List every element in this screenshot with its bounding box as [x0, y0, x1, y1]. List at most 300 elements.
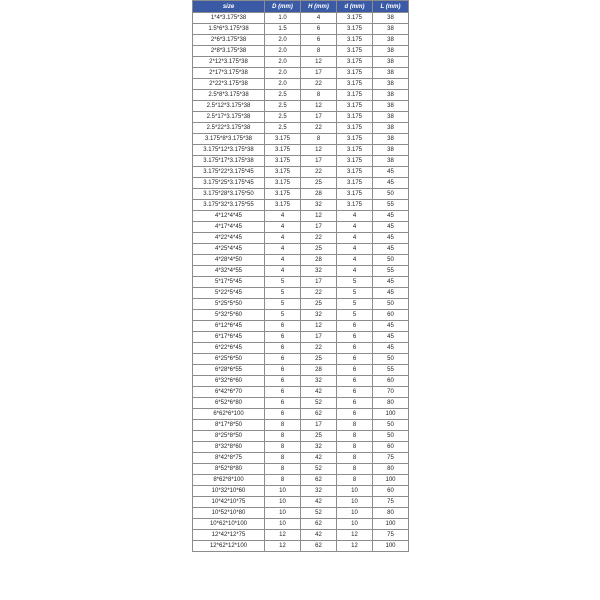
cell-length: 50 — [373, 354, 409, 365]
table-row — [193, 211, 409, 222]
cell-size: 4*28*4*50 — [193, 255, 265, 266]
table-row — [193, 508, 409, 519]
cell-length: 38 — [373, 134, 409, 145]
cell-length: 60 — [373, 486, 409, 497]
table-row — [193, 189, 409, 200]
cell-height: 6 — [301, 24, 337, 35]
table-row — [193, 519, 409, 530]
table-row — [193, 310, 409, 321]
cell-diameter: 2.5 — [265, 123, 301, 134]
table-row — [193, 387, 409, 398]
cell-length: 38 — [373, 123, 409, 134]
table-row — [193, 530, 409, 541]
table-row — [193, 376, 409, 387]
cell-diameter: 6 — [265, 398, 301, 409]
cell-size: 2*22*3.175*38 — [193, 79, 265, 90]
cell-size: 3.175*17*3.175*38 — [193, 156, 265, 167]
cell-height: 25 — [301, 431, 337, 442]
cell-size: 6*42*6*70 — [193, 387, 265, 398]
cell-height: 42 — [301, 497, 337, 508]
cell-size: 12*62*12*100 — [193, 541, 265, 552]
cell-height: 12 — [301, 211, 337, 222]
cell-size: 2.5*8*3.175*38 — [193, 90, 265, 101]
header-diameter: D (mm) — [265, 1, 301, 13]
table-row — [193, 354, 409, 365]
cell-shank: 3.175 — [337, 156, 373, 167]
cell-height: 17 — [301, 332, 337, 343]
cell-shank: 6 — [337, 365, 373, 376]
table-row — [193, 464, 409, 475]
cell-height: 62 — [301, 541, 337, 552]
cell-height: 22 — [301, 233, 337, 244]
cell-diameter: 6 — [265, 409, 301, 420]
cell-diameter: 12 — [265, 541, 301, 552]
cell-shank: 8 — [337, 420, 373, 431]
cell-shank: 3.175 — [337, 13, 373, 24]
cell-height: 25 — [301, 354, 337, 365]
cell-size: 1.5*6*3.175*38 — [193, 24, 265, 35]
cell-diameter: 5 — [265, 277, 301, 288]
cell-height: 32 — [301, 486, 337, 497]
cell-diameter: 2.5 — [265, 112, 301, 123]
cell-length: 75 — [373, 497, 409, 508]
cell-diameter: 10 — [265, 508, 301, 519]
table-row — [193, 321, 409, 332]
cell-size: 6*52*6*80 — [193, 398, 265, 409]
cell-shank: 5 — [337, 310, 373, 321]
cell-diameter: 4 — [265, 222, 301, 233]
cell-diameter: 3.175 — [265, 178, 301, 189]
cell-size: 4*12*4*45 — [193, 211, 265, 222]
cell-diameter: 1.5 — [265, 24, 301, 35]
cell-shank: 10 — [337, 497, 373, 508]
cell-size: 8*25*8*50 — [193, 431, 265, 442]
cell-length: 38 — [373, 57, 409, 68]
cell-height: 42 — [301, 387, 337, 398]
cell-height: 32 — [301, 200, 337, 211]
cell-height: 32 — [301, 442, 337, 453]
cell-length: 38 — [373, 46, 409, 57]
cell-diameter: 2.5 — [265, 90, 301, 101]
cell-diameter: 3.175 — [265, 134, 301, 145]
cell-size: 4*17*4*45 — [193, 222, 265, 233]
cell-shank: 4 — [337, 266, 373, 277]
cell-height: 28 — [301, 365, 337, 376]
cell-length: 50 — [373, 431, 409, 442]
cell-size: 2*6*3.175*38 — [193, 35, 265, 46]
cell-shank: 12 — [337, 541, 373, 552]
cell-size: 8*42*8*75 — [193, 453, 265, 464]
cell-length: 80 — [373, 508, 409, 519]
table-row — [193, 398, 409, 409]
cell-height: 22 — [301, 343, 337, 354]
cell-shank: 3.175 — [337, 101, 373, 112]
cell-size: 8*17*8*50 — [193, 420, 265, 431]
cell-length: 38 — [373, 68, 409, 79]
cell-length: 45 — [373, 244, 409, 255]
table-row — [193, 178, 409, 189]
cell-height: 17 — [301, 68, 337, 79]
cell-shank: 3.175 — [337, 134, 373, 145]
cell-size: 3.175*28*3.175*50 — [193, 189, 265, 200]
cell-length: 45 — [373, 277, 409, 288]
cell-height: 17 — [301, 156, 337, 167]
cell-size: 5*25*5*50 — [193, 299, 265, 310]
cell-shank: 8 — [337, 453, 373, 464]
header-row — [193, 1, 409, 13]
cell-size: 6*17*6*45 — [193, 332, 265, 343]
table-row — [193, 112, 409, 123]
table-row — [193, 244, 409, 255]
cell-diameter: 4 — [265, 266, 301, 277]
table-row — [193, 134, 409, 145]
cell-length: 38 — [373, 145, 409, 156]
cell-height: 28 — [301, 189, 337, 200]
cell-shank: 5 — [337, 288, 373, 299]
table-row — [193, 57, 409, 68]
cell-height: 62 — [301, 409, 337, 420]
cell-length: 45 — [373, 321, 409, 332]
cell-size: 2*8*3.175*38 — [193, 46, 265, 57]
cell-height: 22 — [301, 167, 337, 178]
table-row — [193, 365, 409, 376]
cell-height: 17 — [301, 222, 337, 233]
cell-diameter: 3.175 — [265, 189, 301, 200]
cell-length: 80 — [373, 398, 409, 409]
cell-diameter: 5 — [265, 288, 301, 299]
cell-height: 8 — [301, 46, 337, 57]
header-height: H (mm) — [301, 1, 337, 13]
cell-height: 6 — [301, 35, 337, 46]
table-row — [193, 266, 409, 277]
table-row — [193, 277, 409, 288]
table-row — [193, 156, 409, 167]
cell-size: 3.175*32*3.175*55 — [193, 200, 265, 211]
cell-height: 62 — [301, 475, 337, 486]
cell-shank: 3.175 — [337, 79, 373, 90]
table-row — [193, 343, 409, 354]
cell-length: 100 — [373, 475, 409, 486]
cell-diameter: 6 — [265, 376, 301, 387]
table-row — [193, 145, 409, 156]
cell-diameter: 8 — [265, 464, 301, 475]
cell-diameter: 4 — [265, 211, 301, 222]
cell-shank: 4 — [337, 222, 373, 233]
cell-size: 8*62*8*100 — [193, 475, 265, 486]
cell-height: 12 — [301, 57, 337, 68]
cell-size: 2*17*3.175*38 — [193, 68, 265, 79]
cell-length: 80 — [373, 464, 409, 475]
cell-shank: 3.175 — [337, 68, 373, 79]
cell-shank: 3.175 — [337, 200, 373, 211]
cell-height: 32 — [301, 310, 337, 321]
cell-shank: 6 — [337, 409, 373, 420]
cell-length: 38 — [373, 35, 409, 46]
table-row — [193, 255, 409, 266]
cell-size: 2.5*17*3.175*38 — [193, 112, 265, 123]
cell-height: 52 — [301, 508, 337, 519]
cell-length: 45 — [373, 178, 409, 189]
cell-shank: 6 — [337, 387, 373, 398]
cell-height: 32 — [301, 266, 337, 277]
table-row — [193, 13, 409, 24]
cell-length: 45 — [373, 343, 409, 354]
cell-size: 2.5*12*3.175*38 — [193, 101, 265, 112]
cell-size: 4*32*4*55 — [193, 266, 265, 277]
cell-diameter: 4 — [265, 244, 301, 255]
cell-diameter: 8 — [265, 431, 301, 442]
cell-size: 10*52*10*80 — [193, 508, 265, 519]
cell-size: 8*52*8*80 — [193, 464, 265, 475]
cell-diameter: 10 — [265, 497, 301, 508]
cell-diameter: 3.175 — [265, 156, 301, 167]
cell-length: 60 — [373, 310, 409, 321]
cell-shank: 4 — [337, 233, 373, 244]
cell-length: 60 — [373, 442, 409, 453]
cell-height: 4 — [301, 13, 337, 24]
cell-shank: 3.175 — [337, 112, 373, 123]
table-row — [193, 332, 409, 343]
cell-shank: 8 — [337, 475, 373, 486]
cell-length: 100 — [373, 541, 409, 552]
cell-height: 17 — [301, 112, 337, 123]
cell-diameter: 8 — [265, 453, 301, 464]
cell-height: 28 — [301, 255, 337, 266]
cell-diameter: 10 — [265, 486, 301, 497]
cell-length: 50 — [373, 255, 409, 266]
cell-height: 42 — [301, 530, 337, 541]
cell-shank: 3.175 — [337, 178, 373, 189]
cell-diameter: 12 — [265, 530, 301, 541]
cell-size: 5*17*5*45 — [193, 277, 265, 288]
cell-diameter: 2.0 — [265, 35, 301, 46]
cell-shank: 3.175 — [337, 90, 373, 101]
cell-shank: 4 — [337, 211, 373, 222]
cell-length: 50 — [373, 189, 409, 200]
table-row — [193, 167, 409, 178]
header-shank: d (mm) — [337, 1, 373, 13]
cell-shank: 3.175 — [337, 167, 373, 178]
cell-shank: 10 — [337, 519, 373, 530]
table-row — [193, 68, 409, 79]
table-row — [193, 299, 409, 310]
cell-length: 50 — [373, 420, 409, 431]
cell-shank: 3.175 — [337, 189, 373, 200]
cell-length: 60 — [373, 376, 409, 387]
cell-length: 38 — [373, 13, 409, 24]
cell-length: 100 — [373, 519, 409, 530]
cell-size: 1*4*3.175*38 — [193, 13, 265, 24]
cell-length: 45 — [373, 167, 409, 178]
cell-diameter: 6 — [265, 332, 301, 343]
cell-size: 2.5*22*3.175*38 — [193, 123, 265, 134]
cell-shank: 10 — [337, 486, 373, 497]
cell-shank: 6 — [337, 332, 373, 343]
cell-size: 5*32*5*60 — [193, 310, 265, 321]
cell-size: 4*22*4*45 — [193, 233, 265, 244]
cell-height: 62 — [301, 519, 337, 530]
cell-size: 6*28*6*55 — [193, 365, 265, 376]
table-row — [193, 90, 409, 101]
cell-size: 3.175*22*3.175*45 — [193, 167, 265, 178]
cell-size: 6*22*6*45 — [193, 343, 265, 354]
table-row — [193, 79, 409, 90]
cell-height: 25 — [301, 244, 337, 255]
cell-shank: 8 — [337, 431, 373, 442]
table-row — [193, 233, 409, 244]
table-row — [193, 123, 409, 134]
cell-height: 8 — [301, 90, 337, 101]
cell-shank: 5 — [337, 299, 373, 310]
table-row — [193, 442, 409, 453]
cell-length: 38 — [373, 90, 409, 101]
table-row — [193, 486, 409, 497]
table-row — [193, 409, 409, 420]
table-row — [193, 35, 409, 46]
cell-length: 38 — [373, 112, 409, 123]
cell-diameter: 5 — [265, 310, 301, 321]
cell-length: 45 — [373, 288, 409, 299]
cell-size: 6*25*6*50 — [193, 354, 265, 365]
cell-diameter: 8 — [265, 420, 301, 431]
cell-shank: 3.175 — [337, 57, 373, 68]
cell-length: 45 — [373, 222, 409, 233]
cell-size: 4*25*4*45 — [193, 244, 265, 255]
cell-shank: 3.175 — [337, 123, 373, 134]
cell-diameter: 6 — [265, 343, 301, 354]
cell-length: 45 — [373, 332, 409, 343]
table-body — [193, 13, 409, 552]
cell-shank: 10 — [337, 508, 373, 519]
cell-length: 38 — [373, 24, 409, 35]
cell-shank: 6 — [337, 354, 373, 365]
cell-shank: 6 — [337, 376, 373, 387]
cell-size: 5*22*5*45 — [193, 288, 265, 299]
cell-diameter: 3.175 — [265, 167, 301, 178]
cell-size: 3.175*25*3.175*45 — [193, 178, 265, 189]
cell-length: 55 — [373, 365, 409, 376]
cell-shank: 4 — [337, 255, 373, 266]
cell-diameter: 8 — [265, 475, 301, 486]
table-row — [193, 222, 409, 233]
cell-shank: 12 — [337, 530, 373, 541]
table-row — [193, 541, 409, 552]
cell-shank: 8 — [337, 464, 373, 475]
cell-size: 6*32*6*60 — [193, 376, 265, 387]
cell-height: 8 — [301, 134, 337, 145]
cell-height: 32 — [301, 376, 337, 387]
cell-length: 75 — [373, 453, 409, 464]
cell-diameter: 2.0 — [265, 79, 301, 90]
cell-shank: 3.175 — [337, 24, 373, 35]
cell-length: 100 — [373, 409, 409, 420]
cell-diameter: 2.0 — [265, 68, 301, 79]
cell-shank: 8 — [337, 442, 373, 453]
cell-length: 45 — [373, 211, 409, 222]
table-row — [193, 497, 409, 508]
cell-length: 38 — [373, 156, 409, 167]
cell-diameter: 2.0 — [265, 57, 301, 68]
cell-length: 55 — [373, 266, 409, 277]
cell-length: 75 — [373, 530, 409, 541]
cell-diameter: 6 — [265, 354, 301, 365]
table-row — [193, 101, 409, 112]
cell-shank: 3.175 — [337, 145, 373, 156]
header-size: size — [193, 1, 265, 13]
cell-height: 22 — [301, 288, 337, 299]
cell-size: 12*42*12*75 — [193, 530, 265, 541]
cell-shank: 6 — [337, 321, 373, 332]
cell-length: 70 — [373, 387, 409, 398]
cell-diameter: 3.175 — [265, 200, 301, 211]
cell-size: 2*12*3.175*38 — [193, 57, 265, 68]
cell-diameter: 6 — [265, 365, 301, 376]
table-row — [193, 431, 409, 442]
cell-diameter: 6 — [265, 321, 301, 332]
table-row — [193, 46, 409, 57]
cell-shank: 3.175 — [337, 46, 373, 57]
table-row — [193, 288, 409, 299]
cell-length: 38 — [373, 101, 409, 112]
cell-length: 55 — [373, 200, 409, 211]
cell-diameter: 2.5 — [265, 101, 301, 112]
cell-diameter: 4 — [265, 255, 301, 266]
cell-diameter: 4 — [265, 233, 301, 244]
cell-shank: 6 — [337, 398, 373, 409]
table-row — [193, 420, 409, 431]
cell-shank: 3.175 — [337, 35, 373, 46]
cell-size: 10*42*10*75 — [193, 497, 265, 508]
cell-height: 25 — [301, 178, 337, 189]
cell-height: 52 — [301, 464, 337, 475]
cell-height: 17 — [301, 277, 337, 288]
cell-shank: 6 — [337, 343, 373, 354]
cell-height: 22 — [301, 79, 337, 90]
cell-height: 12 — [301, 101, 337, 112]
cell-shank: 4 — [337, 244, 373, 255]
cell-diameter: 10 — [265, 519, 301, 530]
cell-diameter: 6 — [265, 387, 301, 398]
cell-height: 12 — [301, 321, 337, 332]
cell-diameter: 8 — [265, 442, 301, 453]
header-length: L (mm) — [373, 1, 409, 13]
cell-size: 3.175*8*3.175*38 — [193, 134, 265, 145]
spec-table — [192, 0, 409, 552]
cell-size: 10*32*10*60 — [193, 486, 265, 497]
cell-length: 50 — [373, 299, 409, 310]
cell-length: 45 — [373, 233, 409, 244]
table-row — [193, 200, 409, 211]
cell-height: 12 — [301, 145, 337, 156]
cell-size: 6*62*6*100 — [193, 409, 265, 420]
cell-length: 38 — [373, 79, 409, 90]
cell-size: 10*62*10*100 — [193, 519, 265, 530]
cell-size: 8*32*8*60 — [193, 442, 265, 453]
cell-diameter: 5 — [265, 299, 301, 310]
table-row — [193, 453, 409, 464]
cell-height: 17 — [301, 420, 337, 431]
cell-diameter: 3.175 — [265, 145, 301, 156]
cell-height: 52 — [301, 398, 337, 409]
cell-height: 25 — [301, 299, 337, 310]
cell-height: 22 — [301, 123, 337, 134]
cell-shank: 5 — [337, 277, 373, 288]
cell-size: 6*12*6*45 — [193, 321, 265, 332]
cell-size: 3.175*12*3.175*38 — [193, 145, 265, 156]
table-row — [193, 24, 409, 35]
cell-diameter: 1.0 — [265, 13, 301, 24]
cell-diameter: 2.0 — [265, 46, 301, 57]
